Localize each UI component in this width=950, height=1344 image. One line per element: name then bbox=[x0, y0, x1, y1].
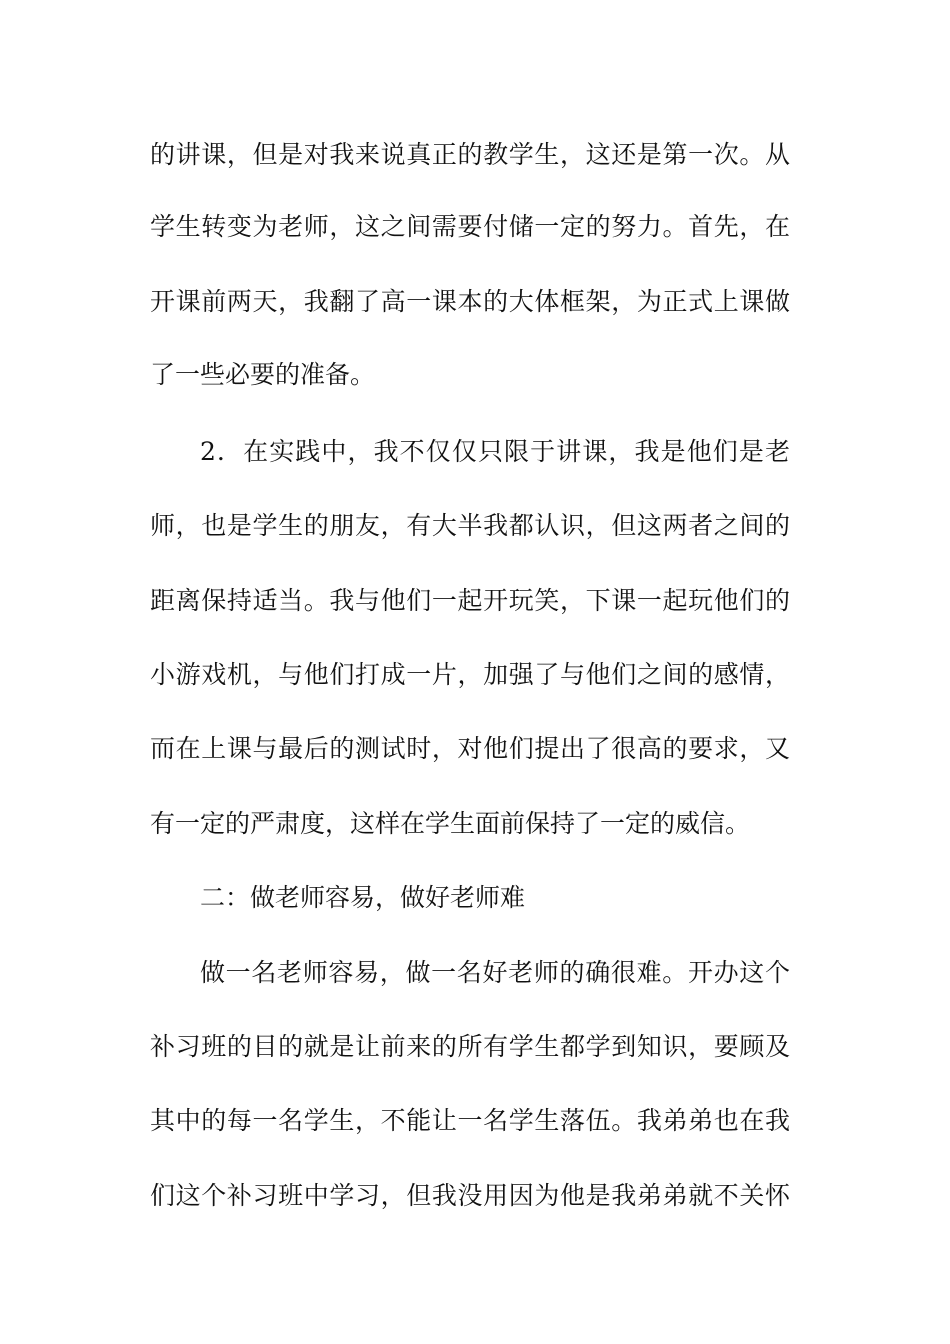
text-line-1: 的讲课，但是对我来说真正的教学生，这还是第一次。从 bbox=[150, 140, 790, 169]
text-line-7: 距离保持适当。我与他们一起开玩笑，下课一起玩他们的 bbox=[150, 586, 790, 615]
text-line-10: 有一定的严肃度，这样在学生面前保持了一定的威信。 bbox=[150, 809, 751, 838]
text-line-9: 而在上课与最后的测试时，对他们提出了很高的要求，又 bbox=[150, 734, 790, 763]
text-line-8: 小游戏机，与他们打成一片，加强了与他们之间的感情， bbox=[150, 660, 790, 689]
text-line-6: 师，也是学生的朋友，有大半我都认识，但这两者之间的 bbox=[150, 511, 790, 540]
text-line-14: 其中的每一名学生，不能让一名学生落伍。我弟弟也在我 bbox=[150, 1106, 790, 1135]
text-line-2: 学生转变为老师，这之间需要付储一定的努力。首先，在 bbox=[150, 212, 790, 241]
text-line-15: 们这个补习班中学习，但我没用因为他是我弟弟就不关怀 bbox=[150, 1181, 790, 1210]
text-line-13: 补习班的目的就是让前来的所有学生都学到知识，要顾及 bbox=[150, 1032, 790, 1061]
text-line-5: 2．在实践中，我不仅仅只限于讲课，我是他们是老 bbox=[200, 437, 790, 466]
text-line-3: 开课前两天，我翻了高一课本的大体框架，为正式上课做 bbox=[150, 287, 790, 316]
section-heading: 二：做老师容易，做好老师难 bbox=[200, 883, 526, 912]
text-line-4: 了一些必要的准备。 bbox=[150, 360, 376, 389]
text-line-12: 做一名老师容易，做一名好老师的确很难。开办这个 bbox=[200, 958, 790, 987]
